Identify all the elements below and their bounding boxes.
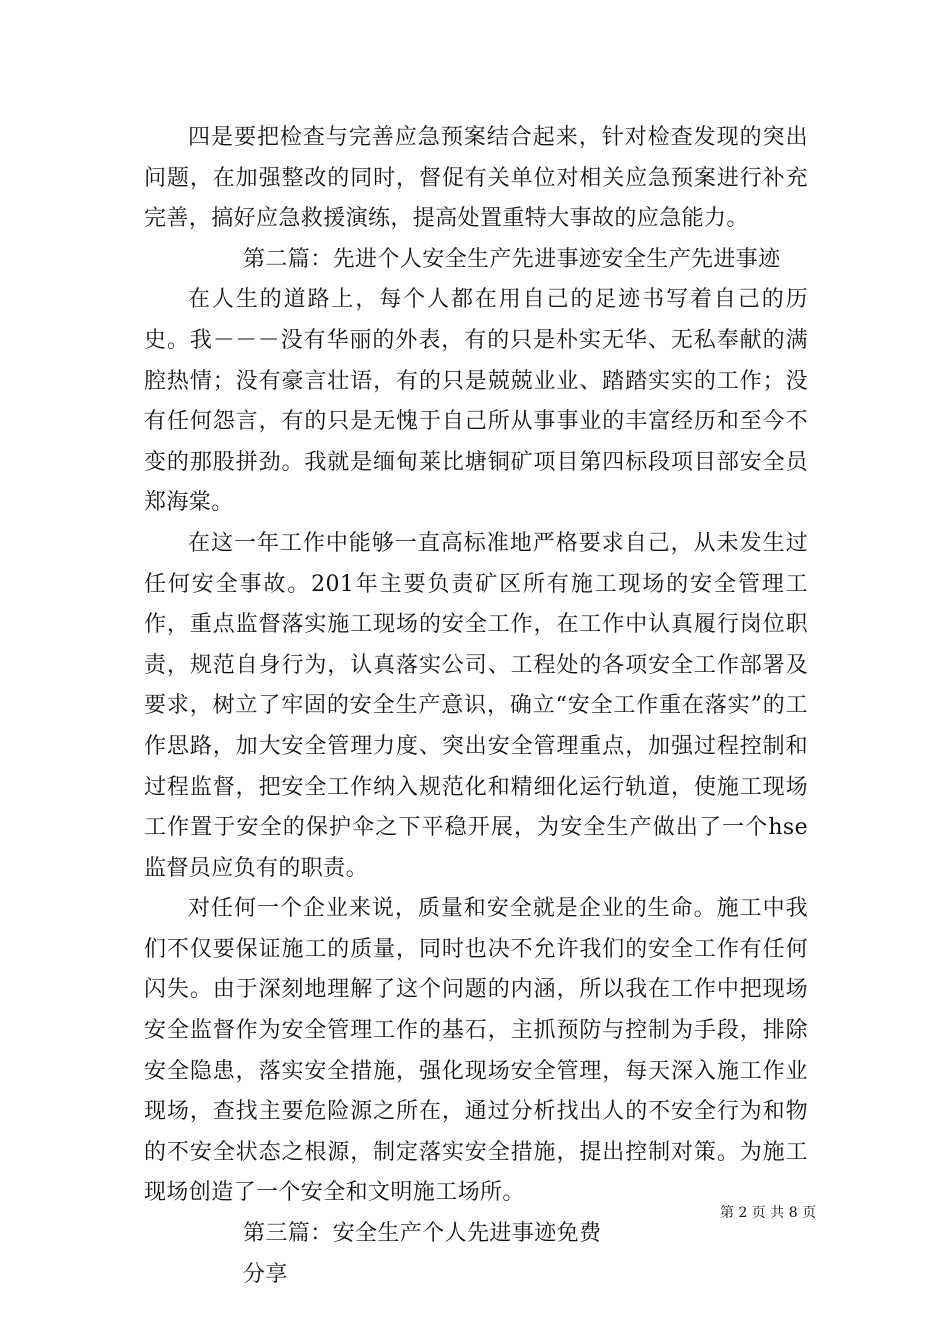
paragraph-work-year: 在这一年工作中能够一直高标准地严格要求自己，从未发生过任何安全事故。201年主要负责矿区所有施工现场的安全管理工作，重点监督落实施工现场的安全工作，在工作中认真履行岗位职责，规范自身行为，认真落实公司、工程处的各项安全工作部署及要求，树立了牢固的安全生产意识，确立“安全工作重在落实”的工作思路，加大安全管理力度、突出安全管理重点，加强过程控制和过程监督，把安全工作纳入规范化和精细化运行轨道，使施工现场工作置于安全的保护伞之下平稳开展，为安全生产做出了一个hse监督员应负有的职责。: [144, 530, 808, 881]
paragraph-emergency-plan: 四是要把检查与完善应急预案结合起来，针对检查发现的突出问题，在加强整改的同时，督促有关单位对相关应急预案进行补充完善，搞好应急救援演练，提高处置重特大事故的应急能力。: [144, 125, 808, 232]
section-heading-3-continued: 分享: [243, 1261, 288, 1287]
section-heading-3: 第三篇：安全生产个人先进事迹免费: [243, 1221, 602, 1247]
page-number: 第 2 页 共 8 页: [720, 1205, 817, 1221]
document-body: [144, 118, 808, 1295]
paragraph-intro: 在人生的道路上，每个人都在用自己的足迹书写着自己的历史。我－－－没有华丽的外表，有的只是朴实无华、无私奉献的满腔热情；没有豪言壮语，有的只是兢兢业业、踏踏实实的工作；没有任何怨言，有的只是无愧于自己所从事事业的丰富经历和至今不变的那股拼劲。我就是缅甸莱比塘铜矿项目第四标段项目部安全员郑海棠。: [144, 287, 808, 516]
section-heading-2: 第二篇：先进个人安全生产先进事迹安全生产先进事迹: [243, 246, 781, 272]
paragraph-quality-safety: 对任何一个企业来说，质量和安全就是企业的生命。施工中我们不仅要保证施工的质量，同时也决不允许我们的安全工作有任何闪失。由于深刻地理解了这个问题的内涵，所以我在工作中把现场安全监督作为安全管理工作的基石，主抓预防与控制为手段，排除安全隐患，落实安全措施，强化现场安全管理，每天深入施工作业现场，查找主要危险源之所在，通过分析找出人的不安全行为和物的不安全状态之根源，制定落实安全措施，提出控制对策。为施工现场创造了一个安全和文明施工场所。: [144, 896, 808, 1206]
